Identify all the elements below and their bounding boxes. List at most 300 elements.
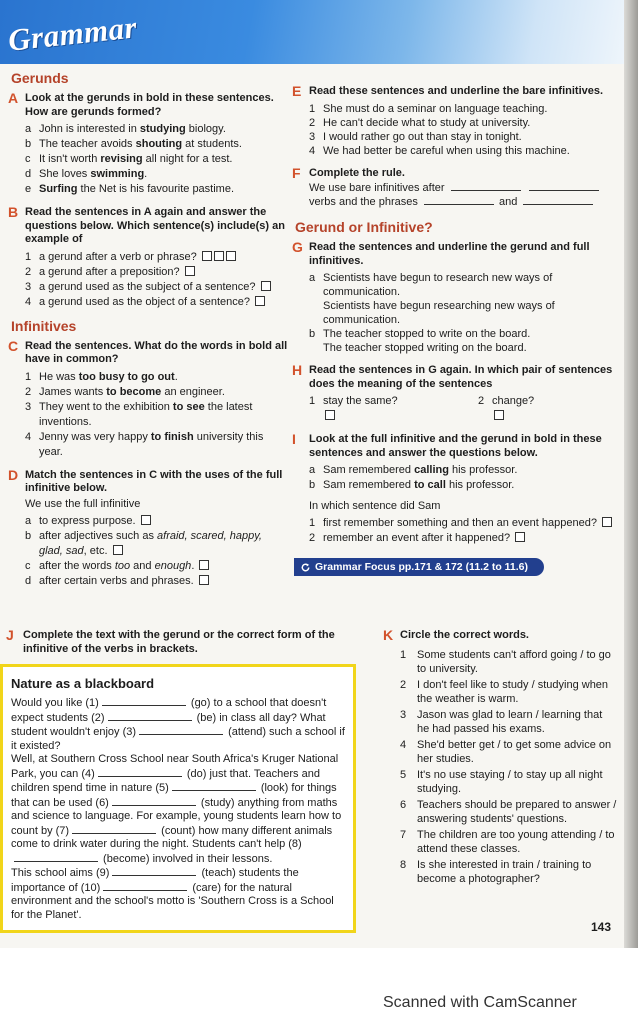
text-run: . [144,168,148,180]
text-run: He was [39,370,79,383]
text-run: Jenny was very happy [39,430,151,443]
item-key: b [309,328,316,340]
text-run: (go) to a school that doesn't expect students [11,697,327,724]
exercise-item [400,798,617,826]
exercise-instruction [8,91,288,119]
item-text [323,130,616,144]
answer-checkbox [199,560,209,570]
answer-checkbox [214,251,224,261]
item-text [323,463,616,478]
exercise-items [292,463,616,493]
text-run: (be) in class all day? What student wouldn't enjoy [11,711,326,738]
text-run: to express purpose. [39,514,139,527]
right-column [292,82,616,576]
exercise-item [309,116,616,130]
text-run [523,182,526,194]
item-key: 7 [400,828,407,841]
text-run: and [130,559,155,572]
exercise-label: J [6,627,14,643]
text-paragraph [11,866,345,922]
answer-checkbox [113,545,123,555]
text-title: Nature as a blackboard [11,676,155,691]
item-text [417,768,617,796]
exercise-label: F [292,164,301,181]
text-run: an engineer. [161,385,225,398]
exercise-instruction [292,432,616,460]
gap-number: (7) [55,824,70,837]
exercise-k [383,628,617,888]
exercise-label: B [8,204,19,220]
item-text [39,430,288,460]
exercise-item [25,514,288,529]
exercise-items [292,394,616,424]
exercise-item [309,327,616,355]
text-run: Would you like [11,697,86,709]
item-text [323,478,616,493]
answer-checkbox [515,532,525,542]
item-key: a [25,514,32,527]
item-key: 1 [25,370,32,383]
item-text [417,858,617,886]
exercise-label: A [8,90,19,106]
item-key: 1 [25,250,32,263]
item-key: 2 [25,265,32,278]
exercise-instruction [292,84,616,99]
exercise-item [309,102,616,116]
item-key: d [25,574,32,587]
item-text [39,400,288,430]
exercise-item [400,828,617,856]
item-text [39,152,288,167]
exercise-instruction [292,363,616,391]
exercise-c [8,339,288,460]
item-text [39,514,288,529]
exercise-item [25,137,288,152]
item-text [417,708,617,736]
item-key: 3 [25,280,32,293]
item-text [39,529,288,559]
item-key: 3 [25,400,32,413]
item-text [39,122,288,137]
item-text [39,574,288,589]
text-run: She'd better get / to get some advice on her studies. [417,738,612,765]
instruction-text: Look at the full infinitive and the gerund in bold in these sentences and answer the questions below. [309,433,602,459]
gap-number: (6) [95,796,109,809]
item-key: 2 [400,678,407,691]
page-number: 143 [591,920,612,934]
item-key: 5 [400,768,407,781]
text-run: after adjectives such as [39,529,158,542]
exercise-items [292,102,616,158]
exercise-label: D [8,466,19,483]
item-key: b [25,529,32,542]
answer-checkbox [226,251,236,261]
answer-blank [523,195,593,205]
text-run: (care) for the natural environment and the school's motto is 'Southern Cross is a School for the Planet'. [11,881,334,921]
exercise-item [309,394,408,424]
text-run: (do) just that. Teachers and children spend time in nature [11,767,320,794]
item-text [417,648,617,676]
exercise-items [8,370,288,460]
answer-blank [451,181,521,191]
text-run: university this year. [39,430,264,458]
item-text [39,167,288,182]
text-run: The children are too young attending / to attend these classes. [417,828,615,855]
item-key: c [25,153,31,165]
exercise-item [400,858,617,886]
instruction-text: Look at the gerunds in bold in these sentences. How are gerunds formed? [25,92,274,118]
exercise-label: E [292,83,302,99]
item-text [39,250,288,265]
exercise-item [25,295,288,310]
answer-blank [102,696,186,706]
exercise-instruction [8,205,288,247]
answer-blank [529,181,599,191]
gap-number: (1) [85,697,99,709]
answer-blank [139,725,223,735]
text-run: , etc. [83,544,111,557]
exercise-h [292,363,616,424]
answer-items [292,516,616,546]
answer-blank [103,881,187,891]
reading-text-box [0,664,356,933]
gap-number: (5) [155,782,169,794]
exercise-item [25,167,288,182]
item-text [39,385,288,400]
item-text [417,828,617,856]
page-edge-shadow [624,0,638,948]
text-run: a gerund used as the object of a sentence? [39,295,254,308]
item-key: a [309,464,316,476]
exercise-i [292,432,616,546]
answer-blank [98,767,182,777]
item-text [323,271,616,327]
text-run: biology. [185,123,226,135]
item-key: 6 [400,798,407,811]
text-run: Teachers should be prepared to answer / answering students' questions. [417,798,617,825]
bold-text: swimming [90,168,145,180]
text-run: The teacher stopped writing on the board. [323,342,527,354]
exercise-item [25,280,288,295]
item-key: b [25,138,32,150]
bold-text: studying [139,123,186,135]
item-text [323,394,408,424]
item-key: a [25,123,32,135]
exercise-j [6,628,358,933]
exercise-label: I [292,431,296,447]
exercise-item [25,250,288,265]
item-key: 2 [309,116,316,129]
question-text: In which sentence did Sam [309,500,441,512]
exercise-items [8,250,288,310]
exercise-b [8,205,288,310]
answer-checkbox [202,251,212,261]
exercise-instruction [8,468,288,496]
text-run: It's no use staying / to stay up all night studying. [417,768,603,795]
item-text [39,182,288,197]
text-run: I don't feel like to study / studying when the weather is warm. [417,678,609,705]
exercise-items [292,271,616,355]
answer-checkbox [261,281,271,291]
instruction-text: Complete the text with the gerund or the correct form of the infinitive of the verbs in brackets. [23,629,335,655]
answer-checkbox [199,575,209,585]
italic-text: afraid, scared, happy, glad, sad [39,529,262,557]
item-key: 3 [400,708,407,721]
answer-checkbox [325,410,335,420]
instruction-text: Circle the correct words. [400,629,529,641]
exercise-instruction [8,339,288,367]
text-run: the Net is his favourite pastime. [77,183,235,195]
item-text [39,559,288,574]
text-run: They went to the exhibition [39,400,173,413]
text-run: Is she interested in train / training to become a photographer? [417,858,592,885]
text-run: The teacher stopped to write on the board. [323,328,531,340]
exercise-item [25,122,288,137]
item-key: b [309,479,316,491]
section-heading-infinitives: Infinitives [11,317,77,334]
text-paragraph [11,753,345,866]
grammar-focus-reference [294,558,544,576]
answer-blank [424,195,494,205]
bold-text: calling [414,464,449,476]
exercise-item [25,574,288,589]
bold-text: shouting [135,138,183,150]
exercise-items [8,514,288,589]
item-key: 4 [309,144,316,157]
exercise-item [400,768,617,796]
item-key: 4 [400,738,407,751]
grammar-focus-text: Grammar Focus pp.171 & 172 (11.2 to 11.6) [315,561,529,573]
exercise-instruction [292,166,616,181]
text-run: all night for a test. [142,153,233,165]
text-run: after the words [39,559,115,572]
text-run: Sam remembered [323,464,415,476]
answer-blank [14,852,98,862]
gap-number: (8) [288,838,302,850]
answer-blank [172,781,256,791]
text-run: a gerund after a verb or phrase? [39,250,200,263]
bold-text: to finish [150,430,194,443]
item-key: 2 [477,395,485,407]
item-key: 8 [400,858,407,871]
exercise-item [25,400,288,430]
answer-checkbox [185,266,195,276]
text-run: verbs and the phrases [309,196,421,208]
text-run: remember an event after it happened? [323,532,514,544]
text-run: The teacher avoids [39,138,136,150]
text-run: Sam remembered [323,479,415,491]
exercise-d [8,468,288,589]
exercise-item [25,370,288,385]
item-text [323,531,616,546]
exercise-item [25,265,288,280]
bold-text: to call [414,479,446,491]
bold-text: to see [172,400,205,413]
text-run: the latest inventions. [39,400,253,428]
exercise-label: G [292,239,303,255]
exercise-items [8,122,288,197]
instruction-text: Complete the rule. [309,166,405,179]
grammar-banner [0,0,624,64]
text-run: (teach) students the importance of [11,867,299,894]
exercise-item [25,385,288,400]
gap-number: (4) [81,767,95,780]
left-column [8,66,288,589]
exercise-item [309,271,616,327]
item-text [39,370,288,385]
text-run: We had better be careful when using this machine. [323,144,570,157]
instruction-note: We use the full infinitive [25,497,141,510]
item-key: 1 [400,648,407,661]
item-key: 4 [25,430,32,443]
item-text [323,516,616,531]
item-key: e [25,183,32,195]
text-run: . [191,559,198,572]
text-run: his professor. [445,479,515,491]
item-text [417,738,617,766]
item-text [39,295,288,310]
section-heading-gerunds: Gerunds [11,70,69,86]
item-key: 1 [309,517,316,529]
text-run: We use bare infinitives after [309,182,448,194]
item-text [323,116,616,130]
item-key: a [309,272,316,284]
exercise-item [25,182,288,197]
item-key: c [25,559,31,572]
exercise-label: K [383,627,394,643]
item-key: 4 [25,295,32,308]
italic-text: enough [154,559,192,572]
instruction-text: Read the sentences and underline the gerund and full infinitives. [309,241,590,267]
text-run: I would rather go out than stay in tonight. [323,130,522,143]
text-run: Scientists have begun researching new ways of communication. [323,300,555,326]
bold-text: Surfing [39,183,78,195]
item-text [39,137,288,152]
section-heading-gerund-or-infinitive: Gerund or Infinitive? [295,219,433,235]
item-text [417,678,617,706]
text-run: first remember something and then an event happened? [323,517,601,529]
text-run: He can't decide what to study at university. [323,116,531,129]
exercise-item [309,478,616,493]
exercise-item [309,531,616,546]
exercise-item [478,394,546,424]
gap-number: (2) [91,711,105,724]
gap-number: (3) [122,726,137,738]
answer-checkbox [255,296,265,306]
text-run: Scientists have begun to research new ways of communication. [323,272,553,298]
item-key: 2 [25,385,32,398]
exercise-instruction [292,240,616,268]
text-run: Well, at Southern Cross School near South Africa's Kruger National Park, you can [11,753,339,780]
text-run: She loves [39,168,91,180]
item-text [492,394,546,424]
item-text [323,144,616,158]
answer-blank [112,796,196,806]
exercise-f [292,166,616,210]
answer-blank [72,824,156,834]
text-run: his professor. [448,464,518,476]
circular-arrow-icon [300,562,311,573]
item-key: 2 [309,532,316,544]
exercise-item [25,430,288,460]
item-key: 1 [309,395,316,407]
item-text [323,102,616,116]
bold-text: too busy to go out [78,370,175,383]
text-run: . [174,370,178,383]
text-run: (become) involved in their lessons. [100,852,273,865]
exercise-item [25,152,288,167]
scanner-watermark: Scanned with CamScanner [383,994,577,1011]
instruction-text: Read the sentences in A again and answer the questions below. Which sentence(s) include(s) an example of [25,206,285,245]
instruction-text: Match the sentences in C with the uses of the full infinitive below. [25,468,283,494]
text-run: and [495,196,521,208]
answer-checkbox [602,517,612,527]
text-run: stay the same? [323,395,398,407]
text-paragraph [11,696,345,753]
text-run: a gerund after a preposition? [39,265,183,278]
text-run: She must do a seminar on language teaching. [323,102,548,115]
text-run: after certain verbs and phrases. [39,574,197,587]
exercise-item [25,529,288,559]
exercise-label: H [292,362,303,378]
exercise-a [8,91,288,197]
item-key: 1 [309,102,316,115]
text-run: (look) for things that can be used [11,782,337,809]
text-run: James wants [39,385,107,398]
answer-checkbox [141,515,151,525]
rule-text [292,181,616,209]
text-run: change? [491,395,535,407]
answer-blank [108,711,192,721]
exercise-e [292,84,616,158]
exercise-items [383,648,617,886]
exercise-label: C [8,337,19,354]
text-run: Jason was glad to learn / learning that he had passed his exams. [417,708,603,735]
exercise-item [25,559,288,574]
exercise-item [400,738,617,766]
exercise-item [400,708,617,736]
item-text [39,280,288,295]
answer-checkbox [494,410,504,420]
text-run: (study) anything from maths and science to language. For example, young students learn how to count by [11,796,342,837]
text-run: (attend) such a school if it existed? [11,726,345,752]
item-text [323,327,616,355]
text-run: (count) how many different animals come to drink water during the night. Students can't help [11,824,333,850]
exercise-instruction [6,628,358,656]
item-text [417,798,617,826]
item-key: 3 [309,130,316,143]
text-run: It isn't worth [39,153,101,165]
text-run: a gerund used as the subject of a sentence? [39,280,259,293]
item-text [39,265,288,280]
exercise-instruction [383,628,617,643]
exercise-item [309,144,616,158]
exercise-item [400,648,617,676]
answer-blank [112,866,196,876]
instruction-text: Read these sentences and underline the bare infinitives. [309,85,604,97]
italic-text: too [114,559,131,572]
item-key: d [25,168,32,180]
exercise-item [309,463,616,478]
instruction-text: Read the sentences in G again. In which pair of sentences does the meaning of the sentences [309,364,613,390]
instruction-text: Read the sentences. What do the words in bold all have in common? [25,339,288,365]
exercise-item [400,678,617,706]
bold-text: to become [106,385,162,398]
text-run: Some students can't afford going / to go to university. [417,648,611,675]
exercise-item [309,130,616,144]
text-run: John is interested in [39,123,140,135]
gap-number: (9) [95,867,110,879]
